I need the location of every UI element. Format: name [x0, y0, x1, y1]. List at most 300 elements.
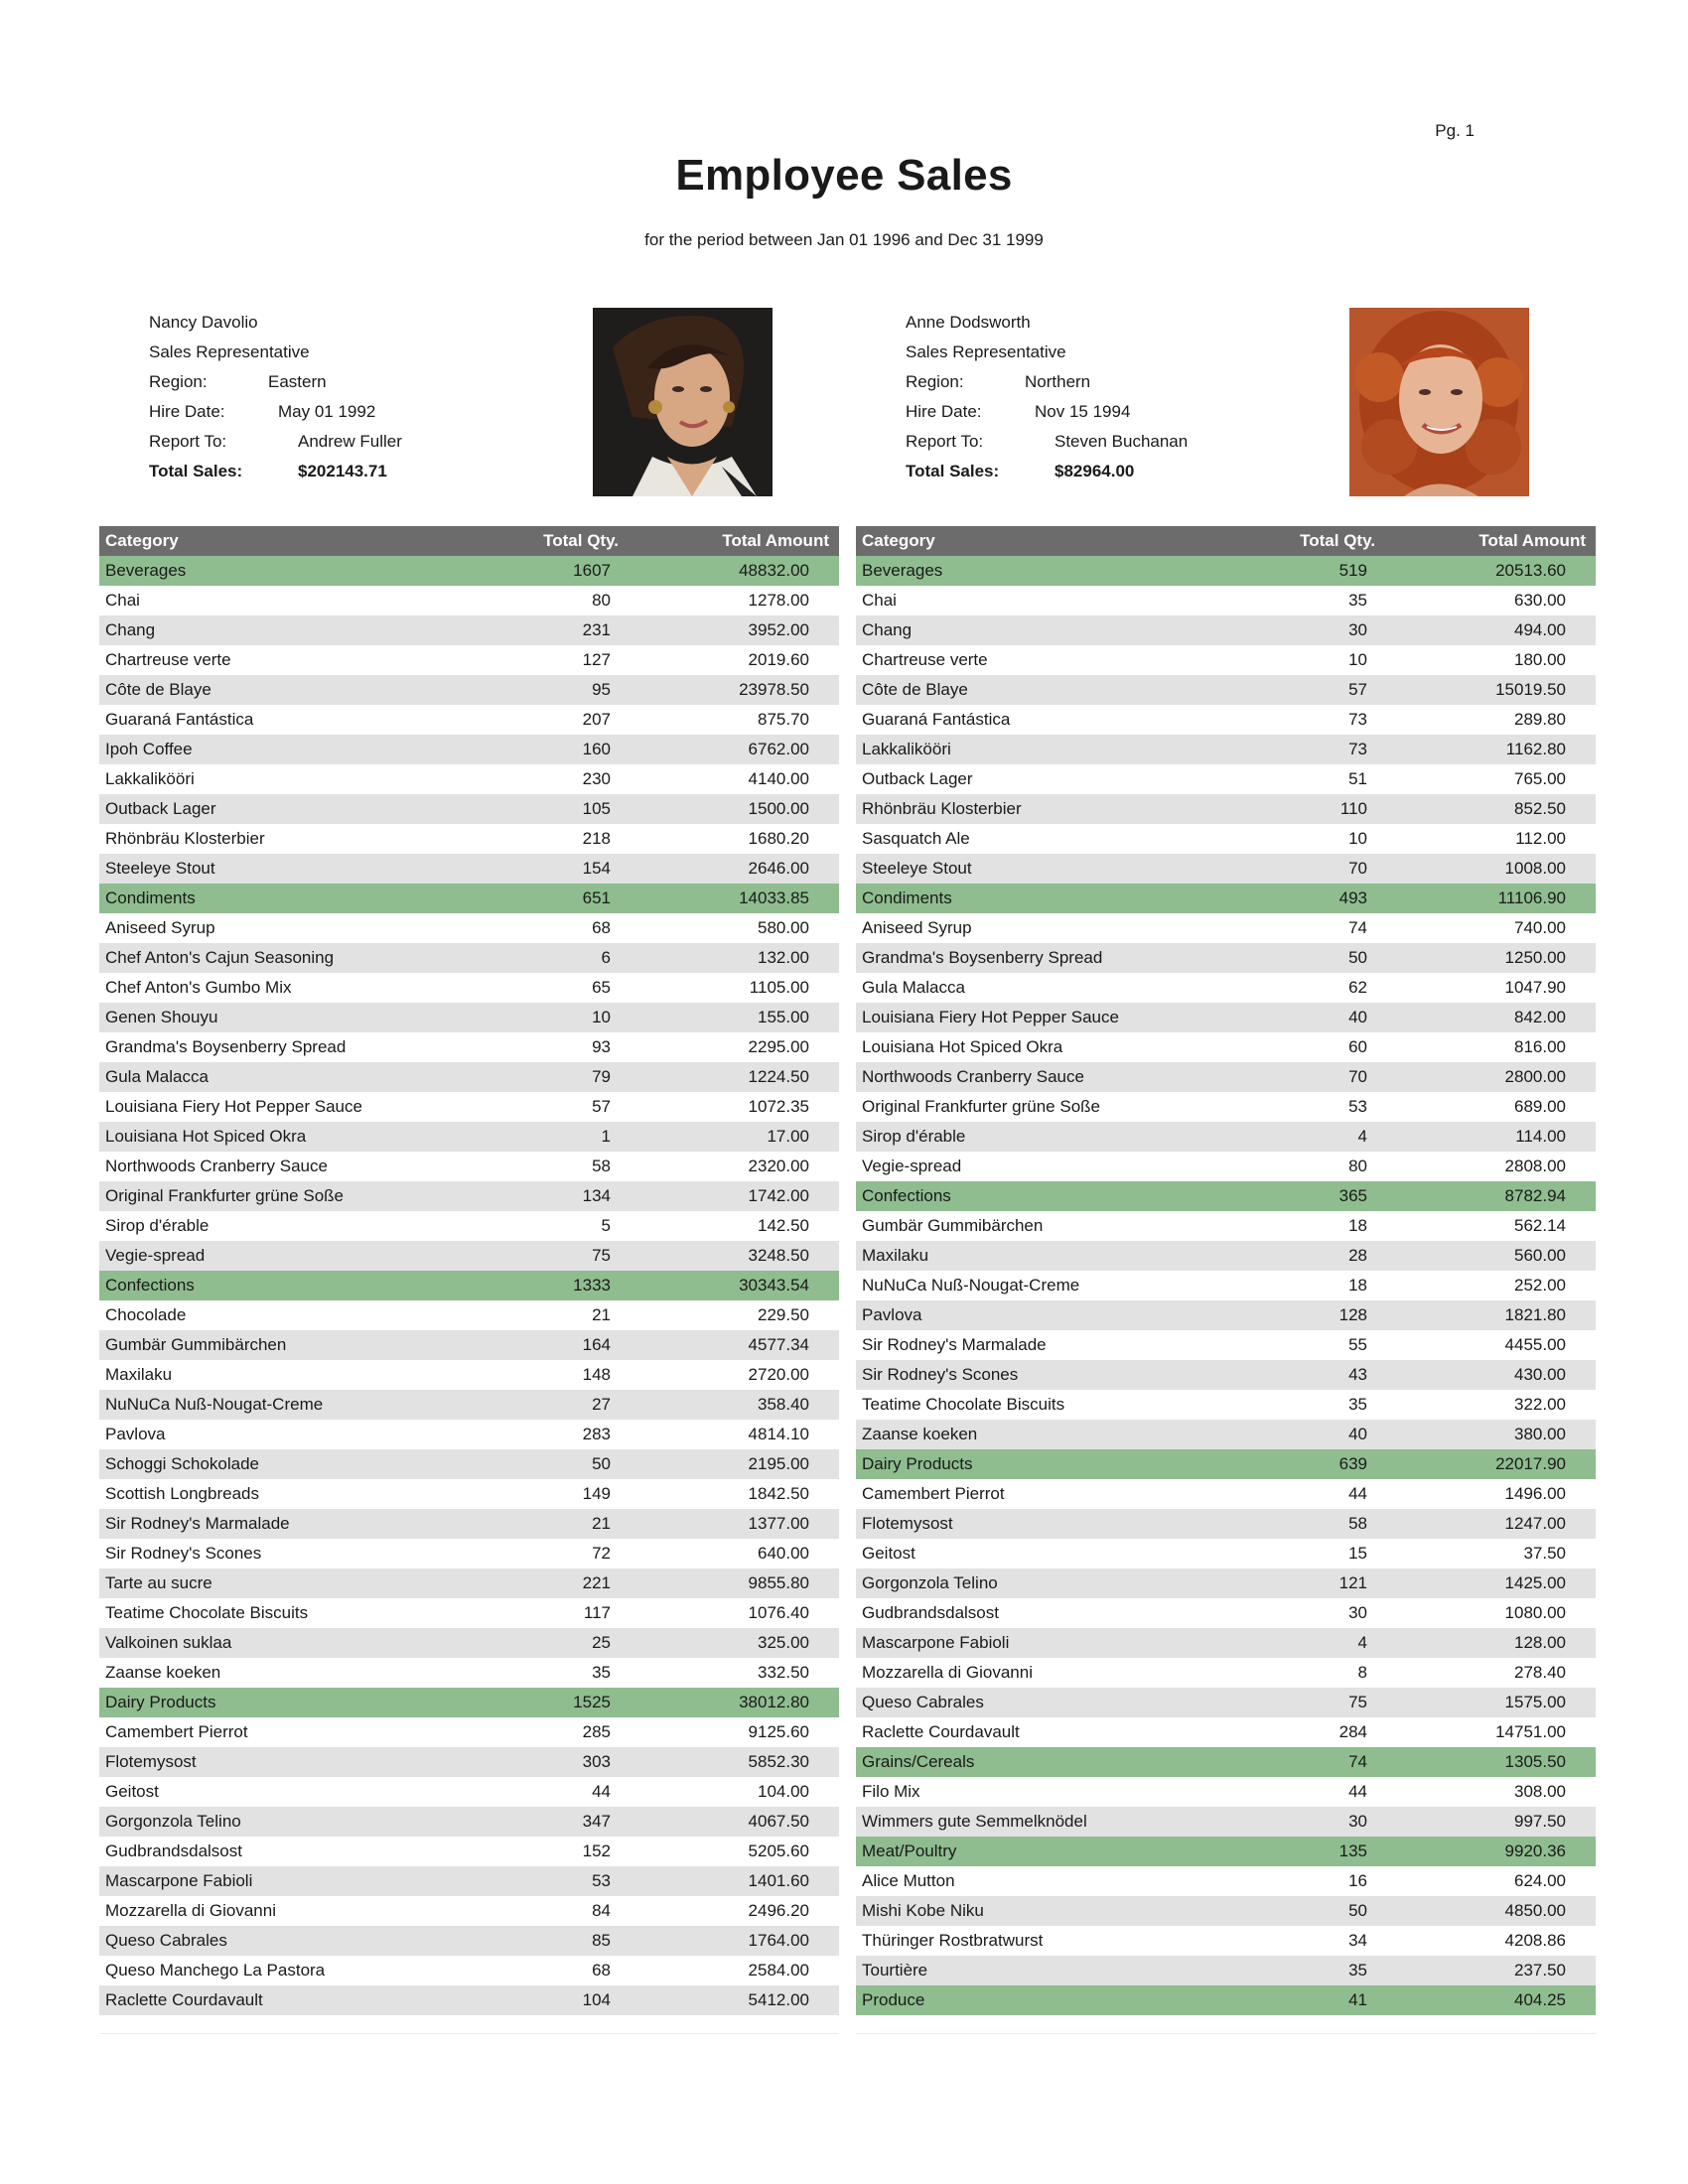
hire-date-value: May 01 1992: [278, 402, 376, 421]
qty-cell: 127: [582, 650, 611, 669]
amount-cell: 104.00: [758, 1782, 809, 1801]
amount-cell: 4140.00: [748, 769, 809, 788]
category-cell: Chef Anton's Cajun Seasoning: [105, 948, 335, 967]
amount-cell: 278.40: [1514, 1663, 1566, 1682]
qty-cell: 230: [582, 769, 611, 788]
category-cell: Meat/Poultry: [862, 1842, 957, 1860]
amount-cell: 2646.00: [748, 859, 809, 878]
category-cell: Steeleye Stout: [105, 859, 215, 878]
employee-title: Sales Representative: [149, 342, 310, 361]
category-cell: Tourtière: [862, 1961, 928, 1979]
qty-cell: 639: [1338, 1454, 1367, 1473]
amount-cell: 289.80: [1514, 710, 1566, 729]
category-group-row: [99, 556, 839, 586]
amount-cell: 48832.00: [739, 561, 809, 580]
amount-cell: 325.00: [758, 1633, 809, 1652]
category-cell: Confections: [862, 1186, 951, 1205]
table-row: [856, 1330, 1596, 1360]
qty-cell: 207: [582, 710, 611, 729]
category-cell: Louisiana Fiery Hot Pepper Sauce: [105, 1097, 362, 1116]
category-cell: Rhönbräu Klosterbier: [105, 829, 265, 848]
amount-cell: 1305.50: [1504, 1752, 1566, 1771]
qty-cell: 285: [582, 1722, 611, 1741]
qty-cell: 519: [1338, 561, 1367, 580]
qty-cell: 62: [1348, 978, 1367, 997]
category-cell: Chartreuse verte: [105, 650, 231, 669]
qty-cell: 85: [592, 1931, 611, 1950]
qty-cell: 60: [1348, 1037, 1367, 1056]
table-row: [856, 1658, 1596, 1688]
amount-cell: 15019.50: [1495, 680, 1566, 699]
category-cell: Chef Anton's Gumbo Mix: [105, 978, 292, 997]
table-row: [856, 735, 1596, 764]
category-cell: Guaraná Fantástica: [862, 710, 1011, 729]
qty-cell: 221: [582, 1573, 611, 1592]
qty-cell: 73: [1348, 740, 1367, 758]
qty-cell: 41: [1348, 1990, 1367, 2009]
amount-cell: 430.00: [1514, 1365, 1566, 1384]
sales-table: [99, 526, 839, 2034]
amount-cell: 37.50: [1523, 1544, 1566, 1563]
qty-cell: 35: [1348, 1395, 1367, 1414]
category-cell: Teatime Chocolate Biscuits: [862, 1395, 1065, 1414]
amount-cell: 2320.00: [748, 1157, 809, 1175]
report-to-value: Steven Buchanan: [1055, 432, 1189, 451]
category-cell: Gorgonzola Telino: [862, 1573, 998, 1592]
category-cell: Chang: [862, 620, 913, 639]
qty-cell: 35: [1348, 591, 1367, 610]
category-cell: Gudbrandsdalsost: [862, 1603, 999, 1622]
table-row: [856, 1032, 1596, 1062]
table-row: [99, 1449, 839, 1479]
table-row: [99, 615, 839, 645]
category-cell: Scottish Longbreads: [105, 1484, 259, 1503]
employee-photo-dark-hair-icon: [593, 308, 773, 496]
table-row: [856, 824, 1596, 854]
category-cell: Raclette Courdavault: [862, 1722, 1020, 1741]
qty-cell: 44: [1348, 1484, 1367, 1503]
category-cell: Wimmers gute Semmelknödel: [862, 1812, 1087, 1831]
table-row: [99, 1479, 839, 1509]
category-cell: Louisiana Fiery Hot Pepper Sauce: [862, 1008, 1119, 1026]
amount-cell: 2496.20: [748, 1901, 809, 1920]
amount-cell: 4577.34: [748, 1335, 809, 1354]
qty-cell: 95: [592, 680, 611, 699]
qty-cell: 40: [1348, 1425, 1367, 1443]
qty-cell: 1333: [573, 1276, 611, 1295]
table-row: [856, 1926, 1596, 1956]
category-group-row: [856, 1985, 1596, 2015]
category-cell: Sir Rodney's Scones: [862, 1365, 1019, 1384]
header-amount: Total Amount: [722, 531, 829, 550]
qty-cell: 1607: [573, 561, 611, 580]
amount-cell: 4850.00: [1504, 1901, 1566, 1920]
category-cell: Flotemysost: [105, 1752, 197, 1771]
category-cell: Mishi Kobe Niku: [862, 1901, 984, 1920]
qty-cell: 57: [1348, 680, 1367, 699]
amount-cell: 5852.30: [748, 1752, 809, 1771]
amount-cell: 2808.00: [1504, 1157, 1566, 1175]
table-row: [856, 794, 1596, 824]
qty-cell: 148: [582, 1365, 611, 1384]
employee-info: [906, 308, 1189, 486]
amount-cell: 23978.50: [739, 680, 809, 699]
table-row: [99, 1420, 839, 1449]
table-row: [99, 913, 839, 943]
employee-name: Nancy Davolio: [149, 313, 258, 332]
category-cell: Queso Cabrales: [105, 1931, 227, 1950]
amount-cell: 132.00: [758, 948, 809, 967]
table-row: [99, 1092, 839, 1122]
qty-cell: 44: [1348, 1782, 1367, 1801]
amount-cell: 14751.00: [1495, 1722, 1566, 1741]
qty-cell: 284: [1338, 1722, 1367, 1741]
table-row: [99, 1211, 839, 1241]
qty-cell: 53: [1348, 1097, 1367, 1116]
qty-cell: 30: [1348, 620, 1367, 639]
table-row: [99, 1926, 839, 1956]
table-row: [856, 1420, 1596, 1449]
region-value: Northern: [1025, 372, 1091, 391]
table-row: [99, 1628, 839, 1658]
header-amount: Total Amount: [1478, 531, 1586, 550]
amount-cell: 1680.20: [748, 829, 809, 848]
table-footer: [856, 2015, 1596, 2034]
category-cell: Queso Manchego La Pastora: [105, 1961, 326, 1979]
qty-cell: 30: [1348, 1812, 1367, 1831]
category-cell: Outback Lager: [105, 799, 216, 818]
category-cell: Gudbrandsdalsost: [105, 1842, 242, 1860]
qty-cell: 84: [592, 1901, 611, 1920]
amount-cell: 3248.50: [748, 1246, 809, 1265]
table-row: [99, 1062, 839, 1092]
table-row: [99, 1181, 839, 1211]
category-cell: Lakkalikööri: [862, 740, 951, 758]
qty-cell: 1525: [573, 1693, 611, 1711]
qty-cell: 72: [592, 1544, 611, 1563]
table-row: [856, 645, 1596, 675]
qty-cell: 6: [601, 948, 611, 967]
amount-cell: 2019.60: [748, 650, 809, 669]
report-title: Employee Sales: [675, 151, 1013, 200]
table-row: [99, 1003, 839, 1032]
category-cell: Dairy Products: [862, 1454, 973, 1473]
table-footer: [99, 2015, 839, 2034]
table-row: [99, 675, 839, 705]
amount-cell: 3952.00: [748, 620, 809, 639]
amount-cell: 322.00: [1514, 1395, 1566, 1414]
table-row: [99, 1032, 839, 1062]
qty-cell: 51: [1348, 769, 1367, 788]
category-cell: Aniseed Syrup: [862, 918, 972, 937]
amount-cell: 5205.60: [748, 1842, 809, 1860]
amount-cell: 842.00: [1514, 1008, 1566, 1026]
category-cell: Ipoh Coffee: [105, 740, 193, 758]
qty-cell: 117: [583, 1603, 611, 1622]
amount-cell: 1842.50: [748, 1484, 809, 1503]
amount-cell: 689.00: [1514, 1097, 1566, 1116]
amount-cell: 1401.60: [748, 1871, 809, 1890]
category-cell: Queso Cabrales: [862, 1693, 984, 1711]
category-cell: Guaraná Fantástica: [105, 710, 254, 729]
amount-cell: 308.00: [1514, 1782, 1566, 1801]
amount-cell: 142.50: [758, 1216, 809, 1235]
qty-cell: 70: [1348, 859, 1367, 878]
qty-cell: 4: [1357, 1633, 1367, 1652]
category-group-row: [856, 1181, 1596, 1211]
amount-cell: 229.50: [758, 1305, 809, 1324]
qty-cell: 25: [592, 1633, 611, 1652]
qty-cell: 50: [1348, 1901, 1367, 1920]
table-header: [99, 526, 839, 556]
qty-cell: 44: [592, 1782, 611, 1801]
qty-cell: 18: [1348, 1276, 1367, 1295]
category-group-row: [856, 1449, 1596, 1479]
category-cell: Lakkalikööri: [105, 769, 195, 788]
qty-cell: 55: [1348, 1335, 1367, 1354]
qty-cell: 110: [1339, 799, 1367, 818]
qty-cell: 80: [592, 591, 611, 610]
sales-table: [856, 526, 1596, 2034]
amount-cell: 1821.80: [1504, 1305, 1566, 1324]
amount-cell: 4455.00: [1504, 1335, 1566, 1354]
category-cell: Vegie-spread: [105, 1246, 206, 1265]
category-cell: Mozzarella di Giovanni: [862, 1663, 1033, 1682]
report-to-value: Andrew Fuller: [298, 432, 402, 451]
amount-cell: 1377.00: [748, 1514, 809, 1533]
qty-cell: 28: [1348, 1246, 1367, 1265]
amount-cell: 2720.00: [748, 1365, 809, 1384]
hire-date-label: Hire Date:: [149, 402, 225, 421]
category-cell: Aniseed Syrup: [105, 918, 215, 937]
amount-cell: 624.00: [1514, 1871, 1566, 1890]
table-row: [99, 1569, 839, 1598]
amount-cell: 5412.00: [748, 1990, 809, 2009]
total-sales-label: Total Sales:: [149, 462, 243, 480]
amount-cell: 237.50: [1514, 1961, 1566, 1979]
category-group-row: [856, 884, 1596, 913]
amount-cell: 1008.00: [1504, 859, 1566, 878]
hire-date-label: Hire Date:: [906, 402, 982, 421]
table-row: [856, 1866, 1596, 1896]
qty-cell: 121: [1338, 1573, 1367, 1592]
total-sales-value: $202143.71: [298, 462, 387, 480]
table-row: [99, 1896, 839, 1926]
table-row: [99, 586, 839, 615]
amount-cell: 9125.60: [748, 1722, 809, 1741]
category-cell: Sirop d'érable: [105, 1216, 210, 1235]
amount-cell: 2584.00: [748, 1961, 809, 1979]
qty-cell: 128: [1338, 1305, 1367, 1324]
qty-cell: 164: [582, 1335, 611, 1354]
table-row: [856, 973, 1596, 1003]
category-group-row: [99, 1688, 839, 1717]
amount-cell: 30343.54: [739, 1276, 809, 1295]
qty-cell: 93: [592, 1037, 611, 1056]
table-row: [856, 1717, 1596, 1747]
employee-section-1: [99, 298, 839, 2030]
amount-cell: 404.25: [1514, 1990, 1566, 2009]
table-row: [99, 1777, 839, 1807]
table-row: [99, 1747, 839, 1777]
table-row: [99, 1658, 839, 1688]
table-row: [99, 1390, 839, 1420]
amount-cell: 17.00: [767, 1127, 809, 1146]
category-cell: Pavlova: [862, 1305, 922, 1324]
category-cell: Louisiana Hot Spiced Okra: [105, 1127, 307, 1146]
table-row: [856, 1777, 1596, 1807]
qty-cell: 35: [592, 1663, 611, 1682]
qty-cell: 16: [1348, 1871, 1367, 1890]
category-cell: Grandma's Boysenberry Spread: [105, 1037, 347, 1056]
qty-cell: 21: [592, 1514, 611, 1533]
amount-cell: 1278.00: [748, 591, 809, 610]
hire-date-value: Nov 15 1994: [1035, 402, 1131, 421]
category-cell: Gumbär Gummibärchen: [862, 1216, 1044, 1235]
category-cell: Condiments: [862, 888, 952, 907]
amount-cell: 580.00: [758, 918, 809, 937]
qty-cell: 18: [1348, 1216, 1367, 1235]
qty-cell: 149: [582, 1484, 611, 1503]
category-cell: Camembert Pierrot: [105, 1722, 248, 1741]
qty-cell: 21: [592, 1305, 611, 1324]
table-row: [856, 1569, 1596, 1598]
table-row: [856, 1688, 1596, 1717]
table-row: [99, 645, 839, 675]
table-row: [856, 586, 1596, 615]
qty-cell: 80: [1348, 1157, 1367, 1175]
amount-cell: 22017.90: [1495, 1454, 1566, 1473]
category-cell: Northwoods Cranberry Sauce: [862, 1067, 1084, 1086]
amount-cell: 765.00: [1514, 769, 1566, 788]
table-row: [99, 1122, 839, 1152]
qty-cell: 347: [582, 1812, 611, 1831]
amount-cell: 11106.90: [1497, 888, 1566, 907]
category-group-row: [99, 884, 839, 913]
qty-cell: 75: [1348, 1693, 1367, 1711]
table-row: [856, 1003, 1596, 1032]
table-row: [99, 1539, 839, 1569]
table-row: [99, 973, 839, 1003]
qty-cell: 154: [582, 859, 611, 878]
employee-photo: [593, 308, 773, 496]
category-cell: Genen Shouyu: [105, 1008, 218, 1026]
qty-cell: 283: [582, 1425, 611, 1443]
table-row: [856, 764, 1596, 794]
table-row: [99, 1241, 839, 1271]
amount-cell: 9920.36: [1504, 1842, 1566, 1860]
category-cell: Gula Malacca: [862, 978, 965, 997]
category-cell: Steeleye Stout: [862, 859, 972, 878]
category-cell: Camembert Pierrot: [862, 1484, 1005, 1503]
category-cell: NuNuCa Nuß-Nougat-Creme: [105, 1395, 324, 1414]
table-row: [856, 943, 1596, 973]
qty-cell: 74: [1348, 918, 1367, 937]
category-cell: Zaanse koeken: [862, 1425, 978, 1443]
category-cell: Grandma's Boysenberry Spread: [862, 948, 1103, 967]
table-row: [99, 943, 839, 973]
employee-info: [149, 308, 402, 486]
region-label: Region:: [149, 372, 208, 391]
table-row: [99, 1300, 839, 1330]
header-category: Category: [862, 531, 935, 550]
category-cell: Teatime Chocolate Biscuits: [105, 1603, 309, 1622]
qty-cell: 4: [1357, 1127, 1367, 1146]
amount-cell: 1224.50: [748, 1067, 809, 1086]
qty-cell: 303: [582, 1752, 611, 1771]
table-row: [856, 675, 1596, 705]
table-row: [856, 1896, 1596, 1926]
amount-cell: 380.00: [1514, 1425, 1566, 1443]
employee-photo: [1349, 308, 1529, 496]
amount-cell: 332.50: [758, 1663, 809, 1682]
category-group-row: [856, 1747, 1596, 1777]
total-sales-value: $82964.00: [1055, 462, 1135, 480]
table-header: [856, 526, 1596, 556]
table-row: [856, 1479, 1596, 1509]
category-cell: Mozzarella di Giovanni: [105, 1901, 276, 1920]
amount-cell: 1080.00: [1504, 1603, 1566, 1622]
qty-cell: 57: [592, 1097, 611, 1116]
category-cell: Maxilaku: [862, 1246, 929, 1265]
table-row: [856, 1360, 1596, 1390]
qty-cell: 73: [1348, 710, 1367, 729]
report-to-label: Report To:: [149, 432, 227, 451]
qty-cell: 65: [592, 978, 611, 997]
employee-section-2: [856, 298, 1596, 2030]
table-row: [99, 824, 839, 854]
header-category: Category: [105, 531, 179, 550]
category-cell: Thüringer Rostbratwurst: [862, 1931, 1044, 1950]
category-cell: Côte de Blaye: [105, 680, 211, 699]
amount-cell: 640.00: [758, 1544, 809, 1563]
table-row: [856, 854, 1596, 884]
qty-cell: 105: [582, 799, 611, 818]
category-cell: Zaanse koeken: [105, 1663, 221, 1682]
employee-name: Anne Dodsworth: [906, 313, 1031, 332]
qty-cell: 50: [1348, 948, 1367, 967]
table-row: [99, 1807, 839, 1837]
category-cell: Raclette Courdavault: [105, 1990, 263, 2009]
qty-cell: 30: [1348, 1603, 1367, 1622]
category-cell: Gorgonzola Telino: [105, 1812, 241, 1831]
amount-cell: 6762.00: [748, 740, 809, 758]
amount-cell: 9855.80: [748, 1573, 809, 1592]
category-cell: Tarte au sucre: [105, 1573, 212, 1592]
table-row: [856, 1300, 1596, 1330]
amount-cell: 38012.80: [739, 1693, 809, 1711]
report-to-label: Report To:: [906, 432, 984, 451]
table-row: [856, 615, 1596, 645]
qty-cell: 231: [582, 620, 611, 639]
amount-cell: 1162.80: [1505, 740, 1566, 758]
amount-cell: 1496.00: [1504, 1484, 1566, 1503]
category-cell: Gula Malacca: [105, 1067, 209, 1086]
amount-cell: 1072.35: [748, 1097, 809, 1116]
amount-cell: 114.00: [1515, 1127, 1566, 1146]
amount-cell: 20513.60: [1495, 561, 1566, 580]
category-cell: Valkoinen suklaa: [105, 1633, 232, 1652]
amount-cell: 1425.00: [1504, 1573, 1566, 1592]
table-row: [856, 1092, 1596, 1122]
amount-cell: 816.00: [1514, 1037, 1566, 1056]
table-row: [99, 854, 839, 884]
amount-cell: 252.00: [1514, 1276, 1566, 1295]
total-sales-label: Total Sales:: [906, 462, 1000, 480]
table-row: [99, 764, 839, 794]
employee-title: Sales Representative: [906, 342, 1066, 361]
table-row: [99, 1985, 839, 2015]
